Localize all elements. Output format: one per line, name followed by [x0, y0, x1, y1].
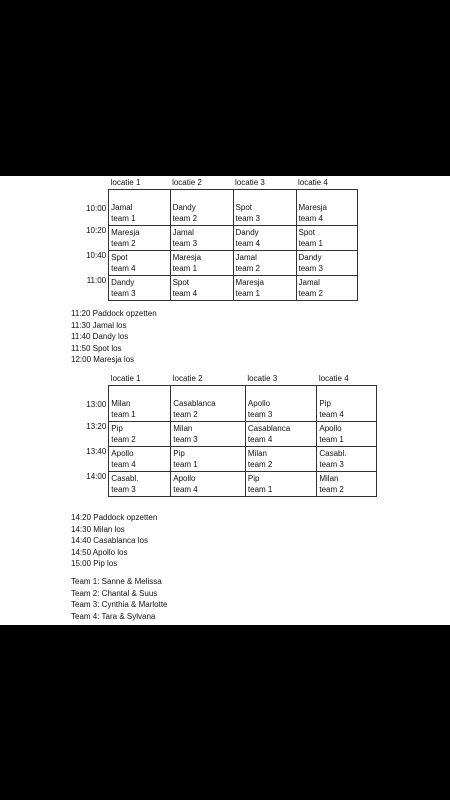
horse-name: Pip [247, 474, 260, 483]
team-item: Team 4: Tara & Sylvana [71, 611, 156, 621]
horse-name: Apollo [319, 424, 342, 433]
team-name: team 4 [111, 263, 136, 273]
horse-name: Casabl. [319, 449, 347, 458]
schedule-table-1 [80, 178, 358, 301]
column-header: locatie 1 [110, 178, 141, 187]
team-name: team 3 [298, 263, 323, 273]
table-cell [296, 276, 358, 301]
note-item: 14:40 Casablanca los [71, 536, 148, 545]
horse-name: Pip [173, 449, 185, 458]
table-cell [109, 276, 170, 301]
column-header: locatie 1 [110, 374, 141, 383]
time-cell: 13:00 [86, 399, 107, 409]
column-header: locatie 4 [298, 178, 328, 187]
team-name: team 3 [319, 459, 344, 469]
table-cell [109, 472, 171, 497]
table-cell [109, 190, 170, 226]
team-name: team 2 [172, 213, 198, 223]
team-name: team 4 [247, 434, 273, 444]
team-name: team 4 [235, 238, 260, 248]
horse-name: Jamal [111, 203, 133, 212]
time-cell: 13:20 [86, 421, 107, 431]
column-header: locatie 3 [235, 178, 265, 187]
team-name: team 3 [235, 213, 260, 223]
table-cell [109, 386, 171, 422]
table-cell [233, 226, 296, 251]
table-cell [245, 447, 316, 472]
team-name: team 1 [298, 238, 323, 248]
note-item: 11:40 Dandy los [71, 332, 129, 341]
note-item: 14:50 Apollo los [71, 547, 128, 557]
table-header-row [80, 374, 377, 386]
time-cell: 14:00 [86, 471, 107, 481]
team-name: team 1 [235, 288, 260, 298]
horse-name: Pip [111, 424, 123, 433]
table-row [80, 422, 377, 447]
note-item: 11:30 Jamal los [71, 320, 127, 330]
note-item: 12:00 Maresja los [71, 355, 135, 364]
horse-name: Casabl. [111, 474, 139, 483]
team-name: team 1 [173, 459, 198, 469]
table-cell [109, 251, 170, 276]
time-cell: 10:40 [86, 250, 107, 260]
horse-name: Spot [235, 203, 252, 212]
horse-name: Pip [319, 399, 331, 408]
table-header-row [80, 178, 358, 190]
team-name: team 1 [172, 263, 198, 273]
column-header: locatie 3 [247, 374, 278, 383]
horse-name: Maresja [235, 278, 264, 287]
horse-name: Dandy [111, 278, 135, 287]
table-cell [109, 422, 171, 447]
table-cell [317, 422, 377, 447]
team-name: team 3 [247, 409, 273, 419]
horse-name: Milan [111, 399, 131, 408]
team-name: team 2 [173, 409, 198, 419]
time-cell: 11:00 [86, 275, 107, 285]
team-name: team 2 [111, 434, 136, 444]
team-name: team 4 [111, 459, 136, 469]
team-name: team 1 [319, 434, 344, 444]
table-cell [171, 447, 246, 472]
table-cell [170, 276, 233, 301]
table-cell [233, 251, 296, 276]
horse-name: Casablanca [247, 424, 291, 433]
team-name: team 2 [298, 288, 323, 298]
table-cell [296, 251, 358, 276]
column-header: locatie 2 [172, 374, 203, 383]
horse-name: Jamal [298, 278, 320, 287]
note-item: 14:20 Paddock opzetten [71, 513, 158, 522]
table-row [80, 226, 358, 251]
teams-list [71, 576, 167, 622]
team-name: team 2 [111, 238, 136, 248]
note-item: 15:00 Pip los [71, 559, 118, 568]
team-name: team 4 [298, 213, 323, 223]
team-name: team 3 [172, 238, 198, 248]
notes-list-1 [71, 308, 157, 366]
notes-list-2 [71, 512, 157, 570]
note-item: 14:30 Milan los [71, 524, 125, 534]
horse-name: Dandy [235, 228, 259, 237]
team-name: team 1 [111, 213, 136, 223]
horse-name: Jamal [235, 253, 257, 262]
table-cell [171, 386, 246, 422]
team-name: team 4 [319, 409, 344, 419]
horse-name: Spot [298, 228, 315, 237]
team-item: Team 3: Cynthia & Marlotte [71, 600, 168, 609]
column-header: locatie 4 [318, 374, 349, 383]
team-name: team 4 [172, 288, 198, 298]
table-cell [233, 190, 296, 226]
horse-name: Dandy [172, 203, 196, 212]
team-name: team 3 [111, 288, 136, 298]
team-name: team 3 [173, 434, 198, 444]
team-name: team 1 [247, 484, 273, 494]
table-cell [245, 472, 316, 497]
horse-name: Apollo [173, 474, 196, 483]
table-row [80, 190, 358, 226]
horse-name: Milan [173, 424, 193, 433]
team-item: Team 1: Sanne & Melissa [71, 577, 162, 586]
table-cell [170, 251, 233, 276]
horse-name: Milan [247, 449, 268, 458]
horse-name: Dandy [298, 253, 322, 262]
table-row [80, 447, 377, 472]
table-cell [245, 386, 316, 422]
team-name: team 4 [173, 484, 198, 494]
table-row [80, 276, 358, 301]
team-name: team 1 [111, 409, 136, 419]
horse-name: Maresja [172, 253, 202, 262]
table-row [80, 386, 377, 422]
table-cell [171, 422, 246, 447]
table-cell [317, 472, 377, 497]
horse-name: Jamal [172, 228, 194, 237]
horse-name: Apollo [111, 449, 134, 458]
horse-name: Maresja [111, 228, 140, 237]
team-name: team 2 [235, 263, 260, 273]
table-cell [109, 226, 170, 251]
column-header: locatie 2 [172, 178, 202, 187]
table-cell [317, 447, 377, 472]
table-cell [296, 190, 358, 226]
horse-name: Maresja [298, 203, 327, 212]
horse-name: Milan [319, 474, 339, 483]
time-cell: 10:00 [86, 203, 107, 213]
document-page [0, 176, 450, 625]
table-cell [317, 386, 377, 422]
note-item: 11:20 Paddock opzetten [71, 309, 157, 318]
horse-name: Spot [111, 253, 128, 262]
horse-name: Spot [172, 278, 190, 287]
time-cell: 13:40 [86, 446, 107, 456]
table-cell [233, 276, 296, 301]
time-cell: 10:20 [86, 225, 107, 235]
team-item: Team 2: Chantal & Suus [71, 588, 158, 598]
note-item: 11:50 Spot los [71, 343, 122, 353]
team-name: team 2 [319, 484, 344, 494]
team-name: team 2 [247, 459, 273, 469]
table-cell [171, 472, 246, 497]
table-cell [109, 447, 171, 472]
table-row [80, 472, 377, 497]
schedule-table-2 [80, 374, 377, 497]
table-cell [296, 226, 358, 251]
horse-name: Casablanca [173, 399, 216, 408]
team-name: team 3 [111, 484, 136, 494]
table-row [80, 251, 358, 276]
table-cell [170, 226, 233, 251]
table-cell [170, 190, 233, 226]
horse-name: Apollo [247, 399, 271, 408]
table-cell [245, 422, 316, 447]
